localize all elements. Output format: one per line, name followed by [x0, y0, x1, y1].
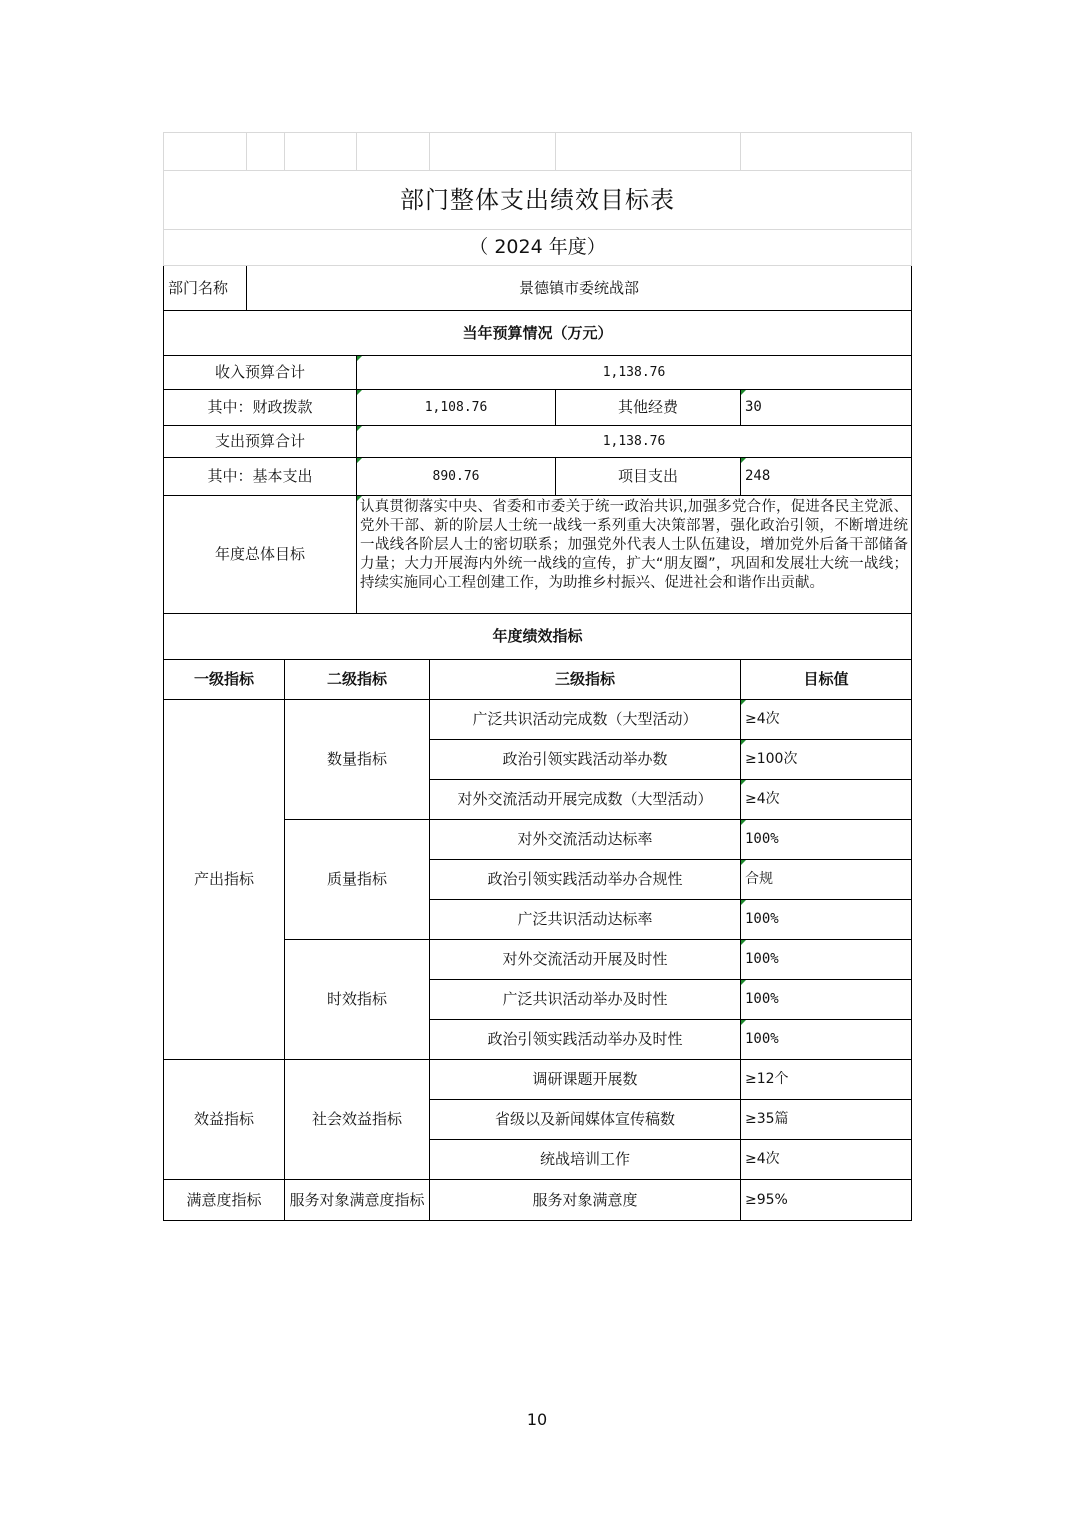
- income-total-row: [164, 356, 912, 390]
- dept-row: [164, 266, 912, 311]
- expense-total-value: 1,138.76: [357, 426, 912, 458]
- header-level1: 一级指标: [164, 660, 285, 700]
- indicator-name: 政治引领实践活动举办数: [430, 740, 741, 780]
- basic-expense-value: 890.76: [357, 458, 556, 496]
- indicator-name: 广泛共识活动完成数（大型活动）: [430, 700, 741, 740]
- fiscal-value: 1,108.76: [357, 390, 556, 426]
- indicator-name: 省级以及新闻媒体宣传稿数: [430, 1100, 741, 1140]
- level1-output: 产出指标: [164, 700, 285, 1060]
- indicator-name: 服务对象满意度: [430, 1180, 741, 1221]
- other-funds-value: 30: [741, 390, 912, 426]
- expense-total-label: 支出预算合计: [164, 426, 357, 458]
- table-row: [164, 700, 912, 740]
- empty-header-row: [164, 133, 912, 171]
- level2-quantity: 数量指标: [285, 700, 430, 820]
- indicator-header-row: [164, 660, 912, 700]
- indicator-target: ≥95%: [741, 1180, 912, 1221]
- annual-goal-row: [164, 496, 912, 614]
- dept-label: 部门名称: [164, 266, 247, 311]
- indicator-name: 广泛共识活动举办及时性: [430, 980, 741, 1020]
- budget-section-title: 当年预算情况（万元）: [164, 311, 912, 356]
- project-expense-label: 项目支出: [556, 458, 741, 496]
- fiscal-row: [164, 390, 912, 426]
- fiscal-label: 其中：财政拨款: [164, 390, 357, 426]
- performance-table: [163, 132, 912, 1221]
- indicator-target: 100%: [741, 820, 912, 860]
- level2-service-satisfaction: 服务对象满意度指标: [285, 1180, 430, 1221]
- table-row: [164, 1060, 912, 1100]
- header-level2: 二级指标: [285, 660, 430, 700]
- page-number: 10: [526, 1410, 548, 1429]
- indicator-name: 调研课题开展数: [430, 1060, 741, 1100]
- indicator-target: ≥100次: [741, 740, 912, 780]
- indicator-name: 对外交流活动开展完成数（大型活动）: [430, 780, 741, 820]
- level1-satisfaction: 满意度指标: [164, 1180, 285, 1221]
- level2-quality: 质量指标: [285, 820, 430, 940]
- indicator-target: ≥12个: [741, 1060, 912, 1100]
- indicator-target: 合规: [741, 860, 912, 900]
- dept-value: 景德镇市委统战部: [247, 266, 912, 311]
- indicator-target: 100%: [741, 980, 912, 1020]
- indicator-name: 政治引领实践活动举办及时性: [430, 1020, 741, 1060]
- indicator-name: 对外交流活动开展及时性: [430, 940, 741, 980]
- indicator-target: ≥4次: [741, 700, 912, 740]
- income-total-label: 收入预算合计: [164, 356, 357, 390]
- level1-benefit: 效益指标: [164, 1060, 285, 1180]
- annual-goal-text: 认真贯彻落实中央、省委和市委关于统一政治共识,加强多党合作，促进各民主党派、党外干部、新的阶层人士统一战线一系列重大决策部署，强化政治引领，不断增进统一战线各阶层人士的密切联系；加强党外代表人士队伍建设，增加党外后备干部储备力量；大力开展海内外统一战线的宣传，扩大“朋友圈”，巩固和发展壮大统一战线；持续实施同心工程创建工作，为助推乡村振兴、促进社会和谐作出贡献。: [357, 496, 912, 614]
- indicator-target: 100%: [741, 900, 912, 940]
- project-expense-value: 248: [741, 458, 912, 496]
- sheet-title: 部门整体支出绩效目标表: [164, 171, 912, 230]
- expense-total-row: [164, 426, 912, 458]
- indicator-target: ≥4次: [741, 1140, 912, 1180]
- indicator-name: 广泛共识活动达标率: [430, 900, 741, 940]
- performance-section-title: 年度绩效指标: [164, 614, 912, 660]
- indicator-target: ≥4次: [741, 780, 912, 820]
- income-total-value: 1,138.76: [357, 356, 912, 390]
- table-row: [164, 1180, 912, 1221]
- indicator-name: 统战培训工作: [430, 1140, 741, 1180]
- level2-social-benefit: 社会效益指标: [285, 1060, 430, 1180]
- basic-expense-row: [164, 458, 912, 496]
- performance-target-sheet: [163, 132, 911, 1221]
- annual-goal-label: 年度总体目标: [164, 496, 357, 614]
- indicator-target: ≥35篇: [741, 1100, 912, 1140]
- indicator-target: 100%: [741, 940, 912, 980]
- indicator-name: 对外交流活动达标率: [430, 820, 741, 860]
- basic-expense-label: 其中：基本支出: [164, 458, 357, 496]
- level2-timeliness: 时效指标: [285, 940, 430, 1060]
- header-level3: 三级指标: [430, 660, 741, 700]
- header-target: 目标值: [741, 660, 912, 700]
- year-line: （ 2024 年度）: [164, 230, 912, 266]
- other-funds-label: 其他经费: [556, 390, 741, 426]
- indicator-target: 100%: [741, 1020, 912, 1060]
- indicator-name: 政治引领实践活动举办合规性: [430, 860, 741, 900]
